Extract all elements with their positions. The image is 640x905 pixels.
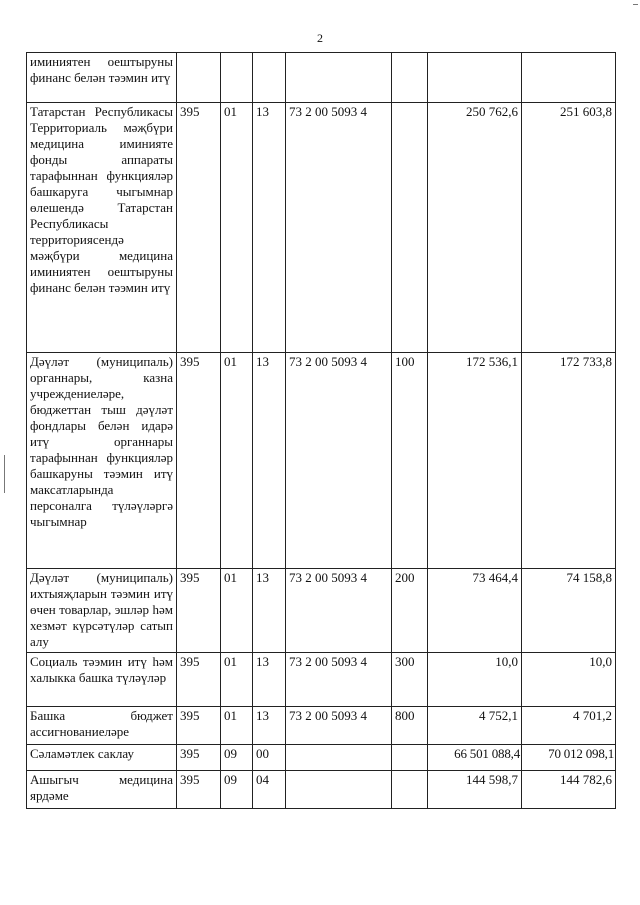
- ministry-code: [177, 53, 221, 103]
- table-row: [27, 103, 616, 353]
- table-row: [27, 569, 616, 653]
- row-name: Башка бюджет ассигнованиеләре: [27, 707, 177, 745]
- amount-year-1: 73 464,4: [428, 569, 522, 653]
- expense-type-code: 100: [392, 353, 428, 569]
- amount-year-2: [522, 53, 616, 103]
- row-name: иминиятен оештыруны финанс белән тәэмин итү: [27, 53, 177, 103]
- target-article-code: 73 2 00 5093 4: [286, 569, 392, 653]
- amount-year-2: 172 733,8: [522, 353, 616, 569]
- table-row: [27, 53, 616, 103]
- subsection-code: 04: [253, 771, 286, 809]
- table-row: [27, 353, 616, 569]
- page-number: 2: [317, 31, 323, 45]
- section-code: 01: [221, 353, 253, 569]
- amount-year-1: 144 598,7: [428, 771, 522, 809]
- amount-year-1: [428, 53, 522, 103]
- subsection-code: 00: [253, 745, 286, 771]
- amount-year-1: 4 752,1: [428, 707, 522, 745]
- table-row: [27, 707, 616, 745]
- section-code: [221, 53, 253, 103]
- target-article-code: [286, 53, 392, 103]
- ministry-code: 395: [177, 771, 221, 809]
- target-article-code: [286, 771, 392, 809]
- ministry-code: 395: [177, 103, 221, 353]
- section-code: 01: [221, 103, 253, 353]
- target-article-code: 73 2 00 5093 4: [286, 707, 392, 745]
- expense-type-code: [392, 103, 428, 353]
- subsection-code: 13: [253, 653, 286, 707]
- row-name: Дәүләт (муниципаль) органнары, казна учреждениеләре, бюджеттан тыш дәүләт фондлары белән идарә итү органнары тарафыннан функцияләр башкаруны тәэмин итү максатларында персоналга түләүләргә чыгымнар: [27, 353, 177, 569]
- amount-year-1: 172 536,1: [428, 353, 522, 569]
- target-article-code: 73 2 00 5093 4: [286, 653, 392, 707]
- amount-year-2: 70 012 098,1: [522, 745, 616, 771]
- subsection-code: [253, 53, 286, 103]
- expense-type-code: 800: [392, 707, 428, 745]
- table-row: [27, 653, 616, 707]
- subsection-code: 13: [253, 353, 286, 569]
- target-article-code: 73 2 00 5093 4: [286, 103, 392, 353]
- expense-type-code: [392, 771, 428, 809]
- table-row: [27, 771, 616, 809]
- row-name: Дәүләт (муниципаль) ихтыяҗларын тәэмин итү өчен товарлар, эшләр һәм хезмәт күрсәтүләр сатып алу: [27, 569, 177, 653]
- scan-mark: [4, 455, 5, 493]
- expense-type-code: 200: [392, 569, 428, 653]
- expense-type-code: [392, 745, 428, 771]
- amount-year-1: 250 762,6: [428, 103, 522, 353]
- scan-mark: [633, 4, 638, 5]
- ministry-code: 395: [177, 653, 221, 707]
- row-name: Ашыгыч медицина ярдәме: [27, 771, 177, 809]
- row-name: Социаль тәэмин итү һәм халыкка башка түләүләр: [27, 653, 177, 707]
- amount-year-2: 144 782,6: [522, 771, 616, 809]
- amount-year-2: 74 158,8: [522, 569, 616, 653]
- section-code: 09: [221, 745, 253, 771]
- section-code: 01: [221, 569, 253, 653]
- subsection-code: 13: [253, 103, 286, 353]
- amount-year-1: 10,0: [428, 653, 522, 707]
- ministry-code: 395: [177, 353, 221, 569]
- amount-year-2: 251 603,8: [522, 103, 616, 353]
- section-code: 09: [221, 771, 253, 809]
- target-article-code: 73 2 00 5093 4: [286, 353, 392, 569]
- section-code: 01: [221, 707, 253, 745]
- expense-type-code: [392, 53, 428, 103]
- ministry-code: 395: [177, 569, 221, 653]
- ministry-code: 395: [177, 707, 221, 745]
- amount-year-2: 4 701,2: [522, 707, 616, 745]
- amount-year-2: 10,0: [522, 653, 616, 707]
- amount-year-1: 66 501 088,4: [428, 745, 522, 771]
- budget-table: [26, 52, 616, 809]
- row-name: Татарстан Республикасы Территориаль мәҗбүри медицина иминияте фонды аппараты тарафыннан функцияләр башкаруга чыгымнар өлешендә Татарстан Республикасы территориясендә мәҗбүри медицина иминиятен оештыруны финанс белән тәэмин итү: [27, 103, 177, 353]
- ministry-code: 395: [177, 745, 221, 771]
- expense-type-code: 300: [392, 653, 428, 707]
- subsection-code: 13: [253, 569, 286, 653]
- target-article-code: [286, 745, 392, 771]
- table-row: [27, 745, 616, 771]
- section-code: 01: [221, 653, 253, 707]
- row-name: Сәламәтлек саклау: [27, 745, 177, 771]
- subsection-code: 13: [253, 707, 286, 745]
